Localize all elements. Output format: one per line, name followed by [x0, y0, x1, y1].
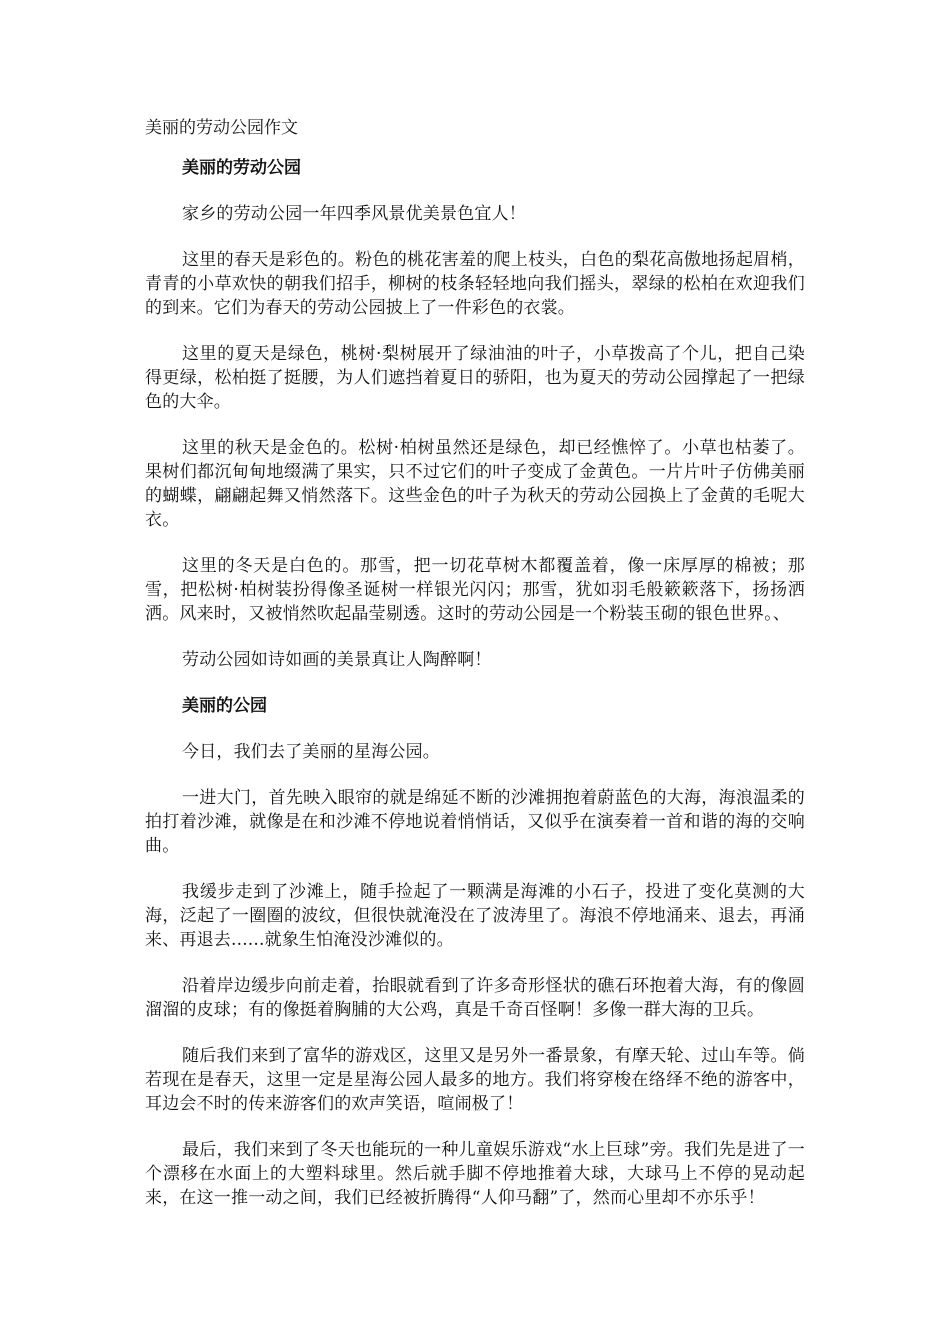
paragraph: 一进大门，首先映入眼帘的就是绵延不断的沙滩拥抱着蔚蓝色的大海，海浪温柔的拍打着沙滩，就像是在和沙滩不停地说着悄悄话，又似乎在演奏着一首和谐的海的交响曲。: [145, 788, 805, 856]
paragraph: 最后，我们来到了冬天也能玩的一种儿童娱乐游戏“水上巨球”旁。我们先是进了一个漂移在水面上的大塑料球里。然后就手脚不停地推着大球，大球马上不停的晃动起来，在这一推一动之间，我们已经被折腾得“人仰马翻”了，然而心里却不亦乐乎！: [145, 1140, 805, 1208]
paragraph: 这里的春天是彩色的。粉色的桃花害羞的爬上枝头，白色的梨花高傲地扬起眉梢，青青的小草欢快的朝我们招手，柳树的枝条轻轻地向我们摇头，翠绿的松柏在欢迎我们的到来。它们为春天的劳动公园披上了一件彩色的衣裳。: [145, 250, 805, 318]
paragraph: 劳动公园如诗如画的美景真让人陶醉啊！: [182, 650, 492, 670]
paragraph: 沿着岸边缓步向前走着，抬眼就看到了许多奇形怪状的礁石环抱着大海，有的像圆溜溜的皮球；有的像挺着胸脯的大公鸡，真是千奇百怪啊！多像一群大海的卫兵。: [145, 976, 805, 1020]
section-heading: 美丽的劳动公园: [182, 158, 301, 178]
document-content: [145, 116, 805, 1232]
paragraph: 这里的冬天是白色的。那雪，把一切花草树木都覆盖着，像一床厚厚的棉被；那雪，把松树·柏树装扮得像圣诞树一样银光闪闪；那雪，犹如羽毛般簌簌落下，扬扬洒洒。风来时，又被悄然吹起晶莹剔透。这时的劳动公园是一个粉装玉砌的银色世界。、: [145, 556, 805, 624]
paragraph: 家乡的劳动公园一年四季风景优美景色宜人！: [182, 204, 526, 224]
section-heading: 美丽的公园: [182, 696, 267, 716]
paragraph: 这里的秋天是金色的。松树·柏树虽然还是绿色，却已经憔悴了。小草也枯萎了。果树们都沉甸甸地缀满了果实，只不过它们的叶子变成了金黄色。一片片叶子仿佛美丽的蝴蝶，翩翩起舞又悄然落下。这些金色的叶子为秋天的劳动公园换上了金黄的毛呢大衣。: [145, 438, 805, 530]
document-title: 美丽的劳动公园作文: [145, 118, 298, 138]
paragraph: 这里的夏天是绿色，桃树·梨树展开了绿油油的叶子，小草拨高了个儿，把自己染得更绿，松柏挺了挺腰，为人们遮挡着夏日的骄阳，也为夏天的劳动公园撑起了一把绿色的大伞。: [145, 344, 805, 412]
paragraph: 我缓步走到了沙滩上，随手捡起了一颗满是海滩的小石子，投进了变化莫测的大海，泛起了一圈圈的波纹，但很快就淹没在了波涛里了。海浪不停地涌来、退去，再涌来、再退去......就象生怕淹没沙滩似的。: [145, 882, 805, 950]
paragraph: 随后我们来到了富华的游戏区，这里又是另外一番景象，有摩天轮、过山车等。倘若现在是春天，这里一定是星海公园人最多的地方。我们将穿梭在络绎不绝的游客中，耳边会不时的传来游客们的欢声笑语，喧闹极了！: [145, 1046, 805, 1114]
paragraph: 今日，我们去了美丽的星海公园。: [182, 742, 440, 762]
